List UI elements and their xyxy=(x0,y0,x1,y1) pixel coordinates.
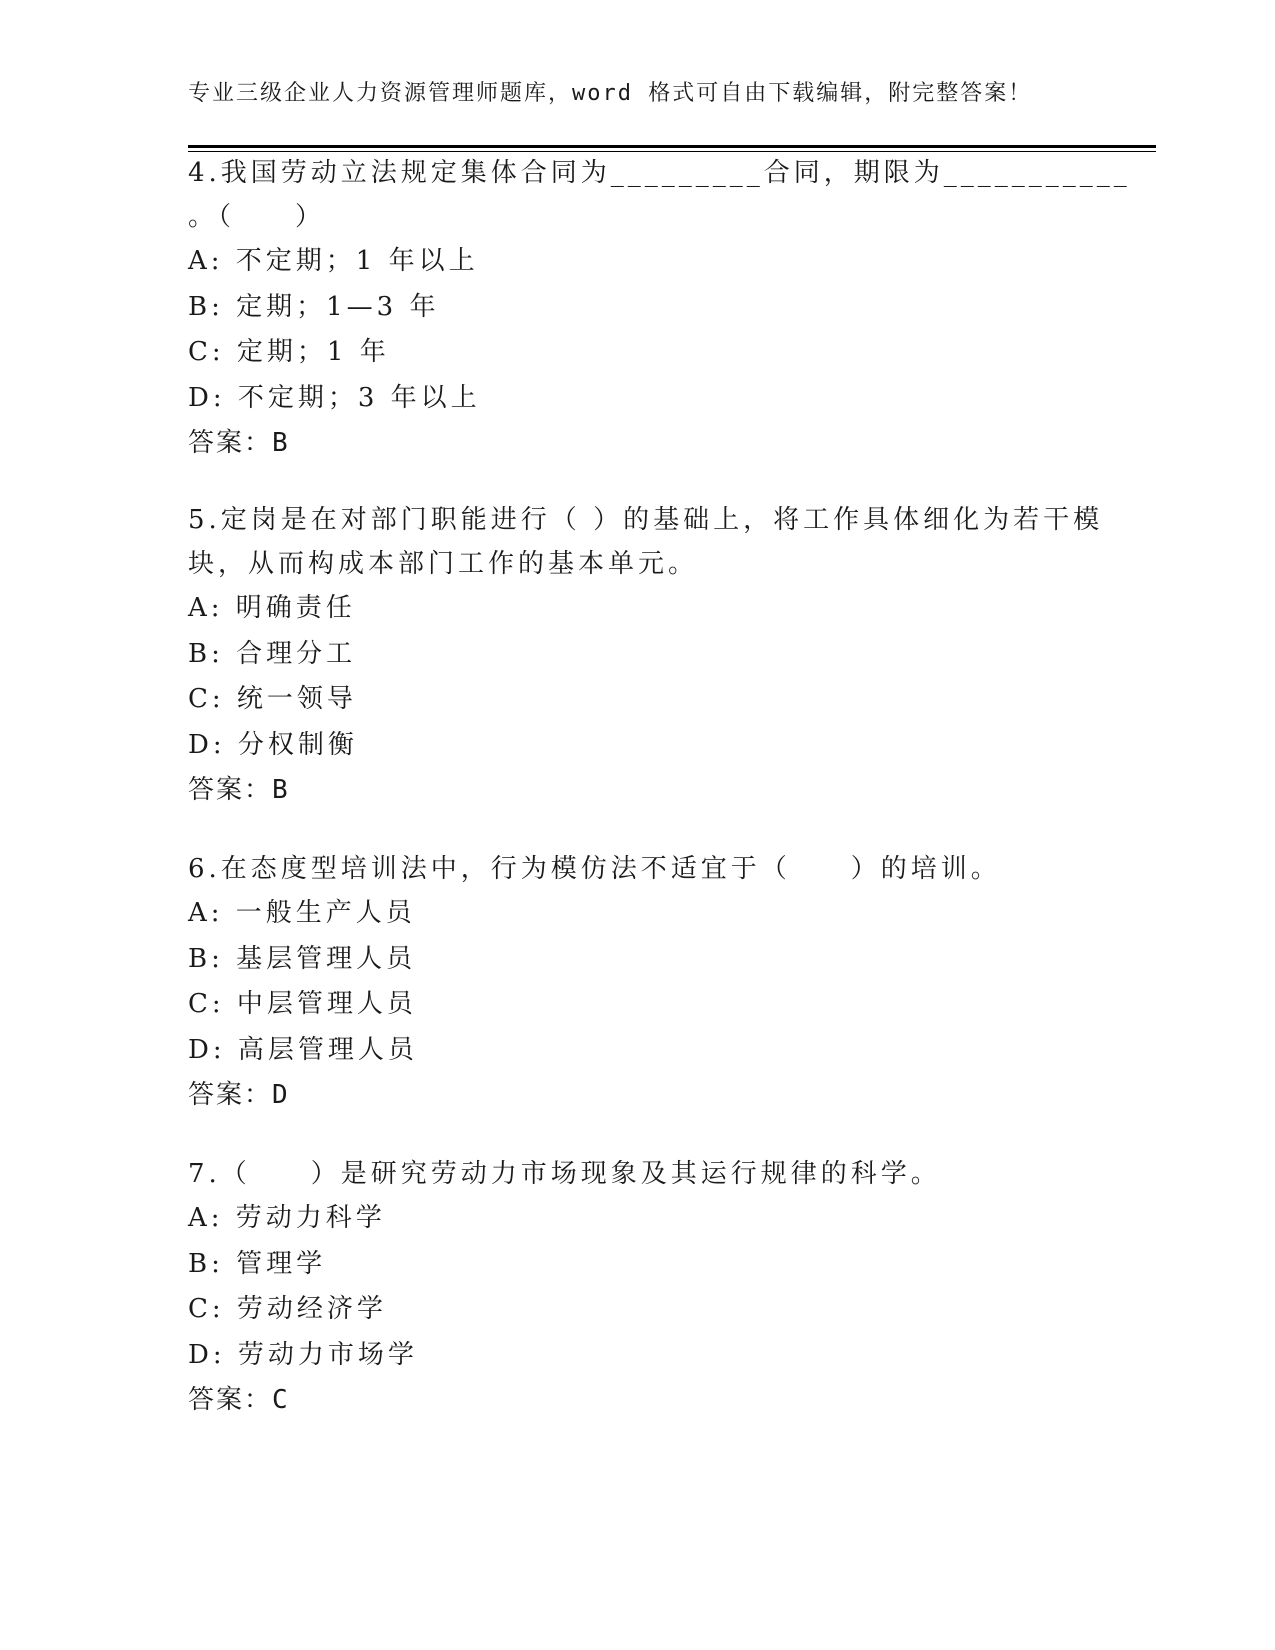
question-7 xyxy=(188,1152,1148,1424)
option-c: C: 统一领导 xyxy=(188,684,357,714)
option-a: A: 不定期；1 年以上 xyxy=(188,246,479,276)
question-stem: 4.我国劳动立法规定集体合同为_________合同，期限为___________ 。（ ） xyxy=(188,158,1131,232)
option-a: A: 明确责任 xyxy=(188,593,356,623)
question-stem: 5.定岗是在对部门职能进行（ ）的基础上，将工作具体细化为若干模 块，从而构成本部门工作的基本单元。 xyxy=(188,505,1104,579)
option-d: D: 劳动力市场学 xyxy=(188,1339,418,1370)
option-d: D: 不定期；3 年以上 xyxy=(188,382,481,413)
option-a: A: 一般生产人员 xyxy=(188,898,416,928)
option-a: A: 劳动力科学 xyxy=(188,1203,386,1233)
option-d: D: 分权制衡 xyxy=(188,729,358,760)
option-b: B: 基层管理人员 xyxy=(188,943,417,974)
page-header: 专业三级企业人力资源管理师题库，word 格式可自由下载编辑，附完整答案！ xyxy=(188,81,1033,106)
answer-line: 答案：B xyxy=(188,775,290,805)
question-stem: 6.在态度型培训法中，行为模仿法不适宜于（ ）的培训。 xyxy=(188,854,1001,884)
question-5 xyxy=(188,498,1148,814)
option-b: B: 管理学 xyxy=(188,1248,327,1279)
option-c: C: 中层管理人员 xyxy=(188,989,417,1019)
question-4 xyxy=(188,151,1148,467)
option-b: B: 合理分工 xyxy=(188,638,357,669)
option-d: D: 高层管理人员 xyxy=(188,1034,418,1065)
answer-line: 答案：B xyxy=(188,428,290,458)
answer-line: 答案：C xyxy=(188,1385,290,1415)
question-stem: 7.（ ）是研究劳动力市场现象及其运行规律的科学。 xyxy=(188,1159,941,1189)
option-c: C: 定期；1 年 xyxy=(188,337,390,367)
option-b: B: 定期；1—3 年 xyxy=(188,291,440,322)
question-6 xyxy=(188,847,1148,1119)
answer-line: 答案：D xyxy=(188,1080,290,1110)
option-c: C: 劳动经济学 xyxy=(188,1294,387,1324)
